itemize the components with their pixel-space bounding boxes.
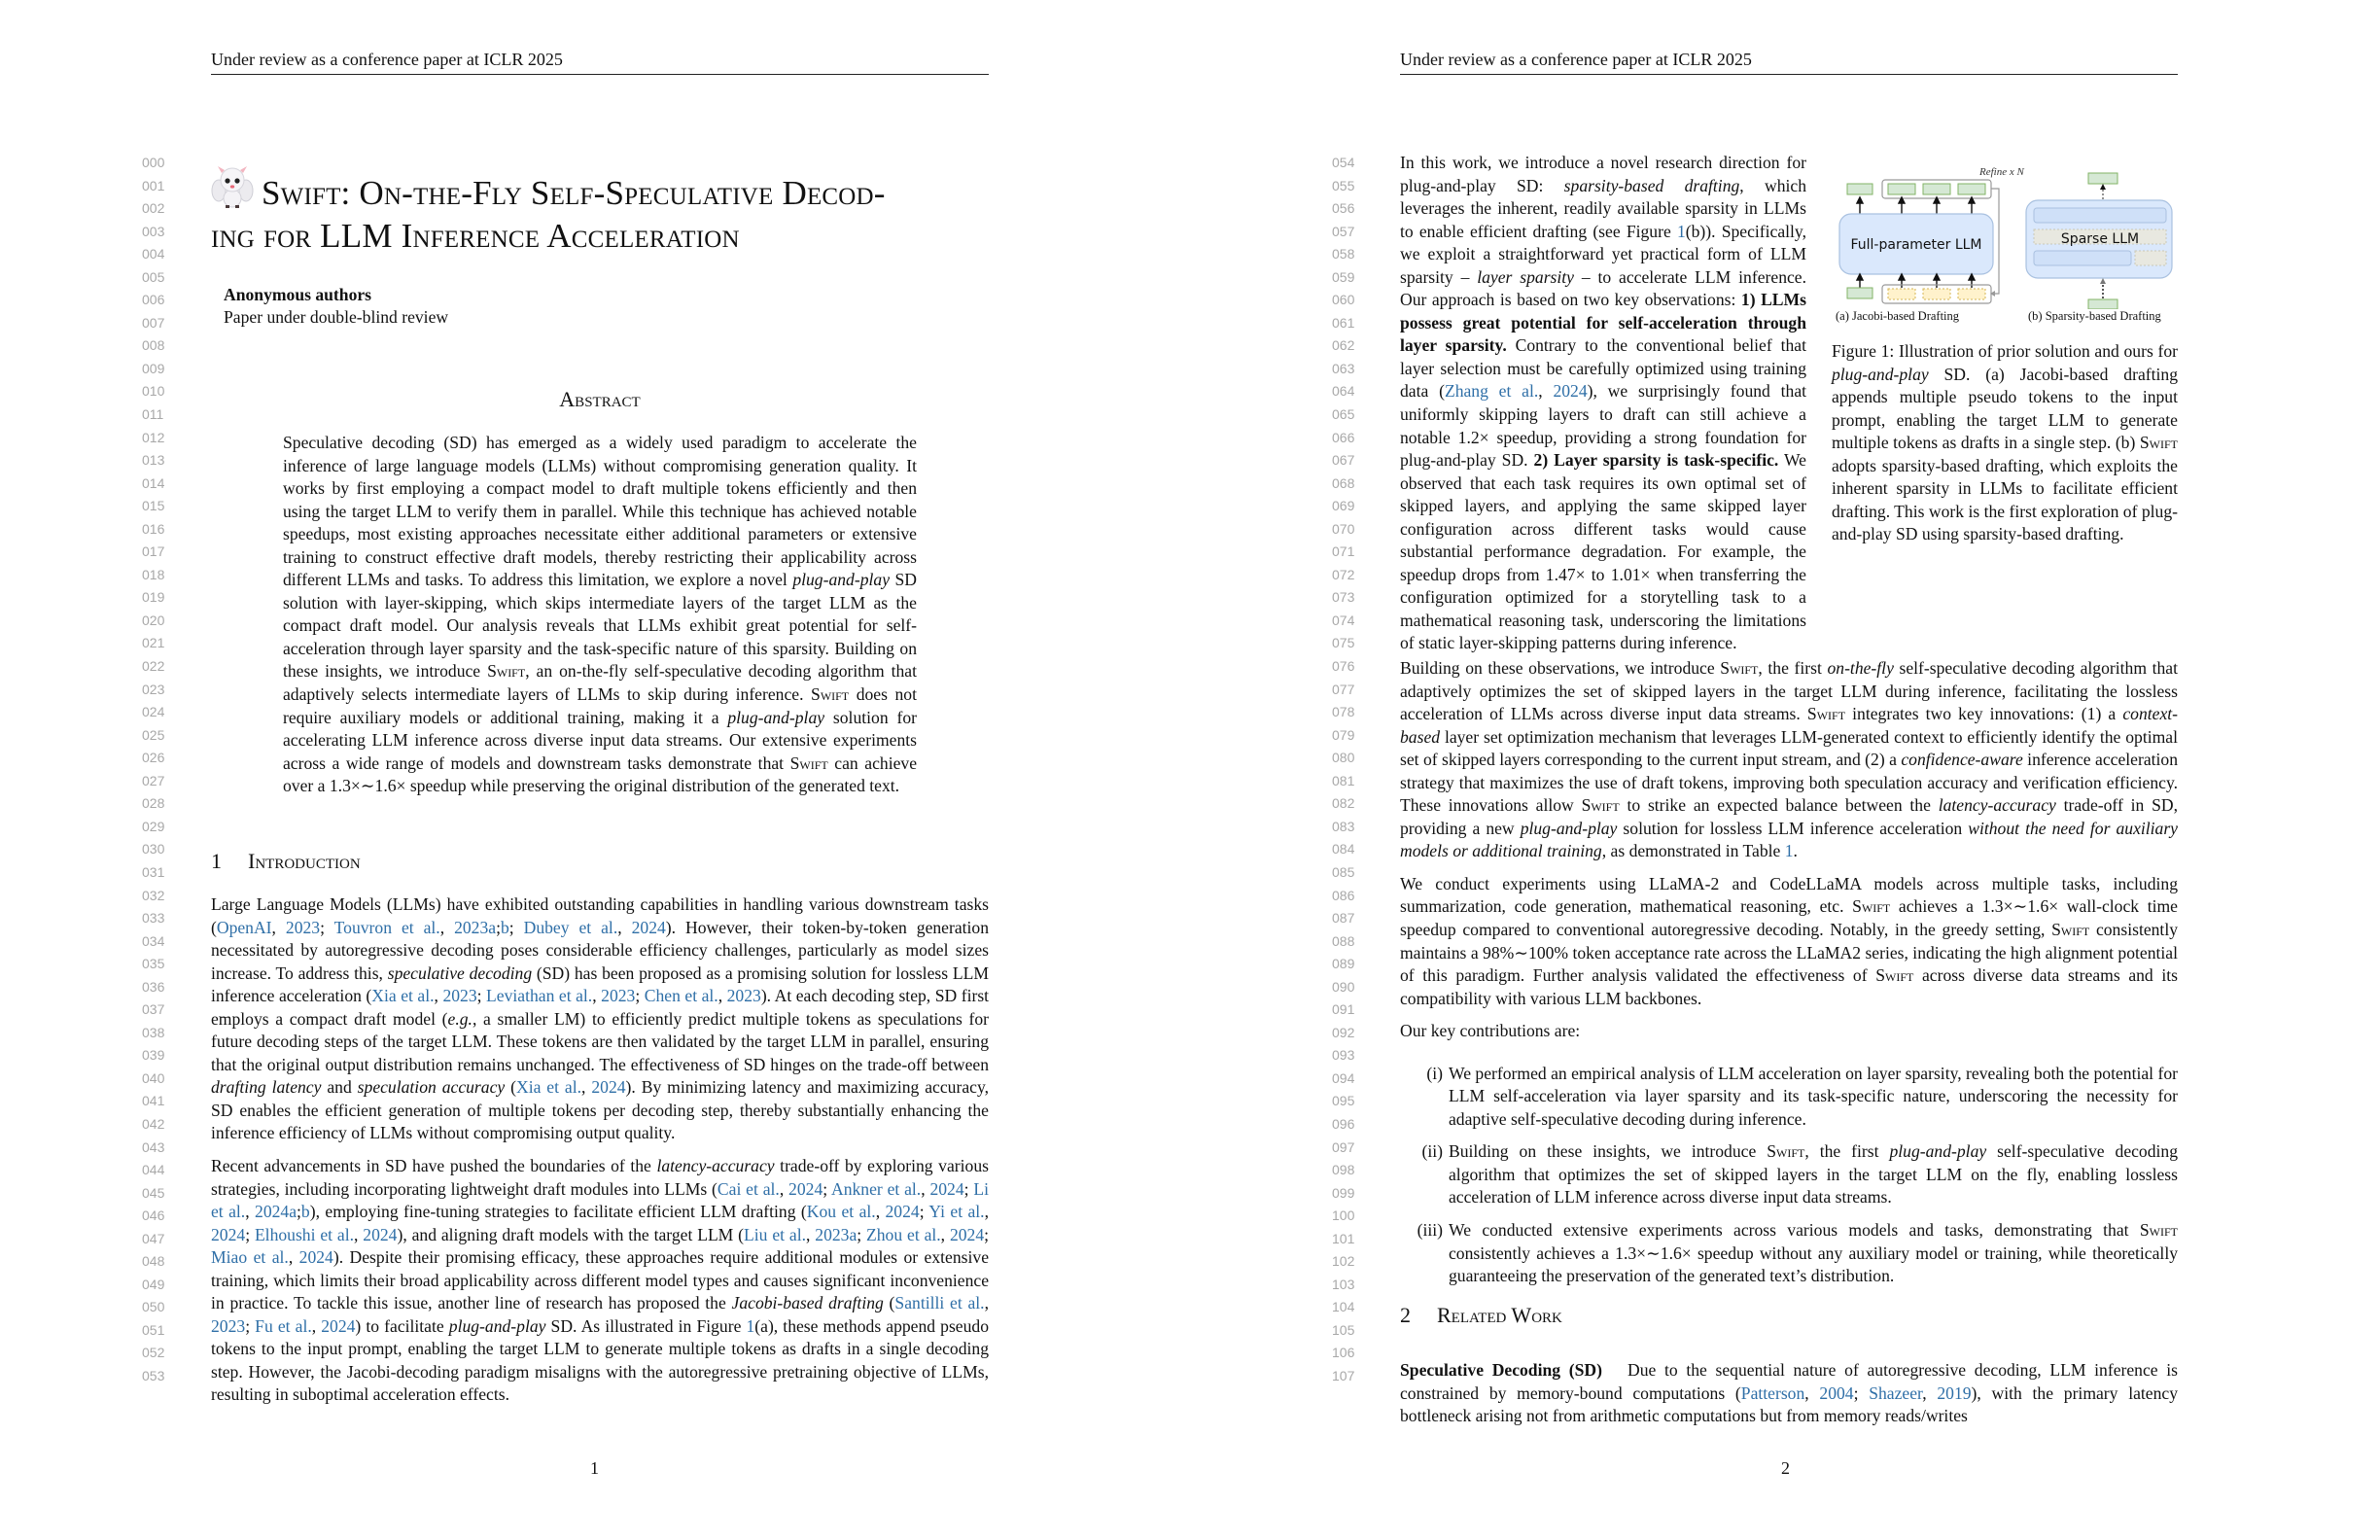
intro-paragraph-1: Large Language Models (LLMs) have exhibited outstanding capabilities in handling various downstream tasks (OpenAI, 2023; Touvron et al., 2023a;b; Dubey et al., 2024). However, their token-by-token generation necessitated by autoregressive decoding poses considerable efficiency challenges, particularly as model sizes increase. To address this, speculative decoding (SD) has been proposed as a promising solution for lossless LLM inference acceleration (Xia et al., 2023; Leviathan et al., 2023; Chen et al., 2023). At each decoding step, SD first employs a compact draft model (e.g., a smaller LM) to efficiently predict multiple tokens as speculations for future decoding steps of the target LLM. These tokens are then validated by the target LLM in parallel, ensuring that the original output distribution remains unchanged. The effectiveness of SD hinges on the trade-off between drafting latency and speculation accuracy (Xia et al., 2024). By minimizing latency and maximizing accuracy, SD enables the efficient generation of multiple tokens per decoding step, thereby substantially enhancing the inference efficiency of LLMs without compromising output quality. xyxy=(211,894,990,1143)
line-number: 091 xyxy=(1332,1001,1355,1018)
runin-heading: Speculative Decoding (SD) xyxy=(1400,1360,1602,1380)
line-number: 046 xyxy=(142,1208,165,1224)
line-number: 039 xyxy=(142,1047,165,1064)
line-number: 071 xyxy=(1332,543,1355,560)
line-number: 007 xyxy=(142,314,165,331)
page-number: 2 xyxy=(1781,1458,1790,1478)
line-number: 050 xyxy=(142,1299,165,1315)
citation-link[interactable]: Leviathan et al. xyxy=(486,986,593,1006)
citation-link[interactable]: Elhoushi et al. xyxy=(254,1224,355,1244)
authors: Anonymous authors xyxy=(224,285,372,304)
contributions-list xyxy=(1400,1063,2178,1288)
line-number: 081 xyxy=(1332,772,1355,788)
citation-link[interactable]: 2024 xyxy=(949,1224,985,1244)
line-number: 090 xyxy=(1332,978,1355,995)
line-number: 029 xyxy=(142,818,165,834)
line-number: 049 xyxy=(142,1276,165,1292)
line-number: 027 xyxy=(142,772,165,788)
page-2 xyxy=(1190,0,2380,1540)
figure-ref-link[interactable]: 1 xyxy=(1676,221,1686,241)
citation-link[interactable]: 2024 xyxy=(929,1178,964,1199)
line-number: 023 xyxy=(142,681,165,697)
citation-link[interactable]: 2024 xyxy=(788,1178,823,1199)
citation-link[interactable]: 2024 xyxy=(591,1077,626,1098)
citation-link[interactable]: 2023 xyxy=(442,986,477,1006)
subfigure-a-caption: (a) Jacobi-based Drafting xyxy=(1836,309,1960,323)
line-number: 062 xyxy=(1332,337,1355,354)
line-number: 002 xyxy=(142,200,165,217)
line-number: 041 xyxy=(142,1093,165,1109)
line-number: 107 xyxy=(1332,1367,1355,1383)
citation-link[interactable]: 2024 xyxy=(631,917,666,937)
citation-link[interactable]: 2024 xyxy=(321,1315,356,1336)
line-number: 096 xyxy=(1332,1115,1355,1132)
contribution-item: (i) We performed an empirical analysis of LLM acceleration on layer sparsity, revealing both the potential for LLM self-acceleration via layer sparsity and its task-specific nature, underscoring the necessity for adaptive self-speculative decoding during inference. xyxy=(1426,1063,2178,1129)
line-number: 040 xyxy=(142,1069,165,1086)
affiliation: Paper under double-blind review xyxy=(224,307,449,327)
citation-link[interactable]: 2023 xyxy=(601,986,636,1006)
line-number: 060 xyxy=(1332,292,1355,308)
line-number: 082 xyxy=(1332,795,1355,812)
line-number: 064 xyxy=(1332,383,1355,400)
line-number: 013 xyxy=(142,452,165,469)
line-number: 009 xyxy=(142,360,165,376)
line-number: 087 xyxy=(1332,910,1355,927)
abstract-heading: Abstract xyxy=(559,387,641,411)
title-line-2: ing for LLM Inference Acceleration xyxy=(211,217,740,255)
line-number: 083 xyxy=(1332,818,1355,834)
citation-link[interactable]: b xyxy=(500,917,509,937)
line-number: 019 xyxy=(142,589,165,606)
abstract-body: Speculative decoding (SD) has emerged as a widely used paradigm to accelerate the inference of large language models (LLMs) without compromising generation quality. It works by first employing a compact model to draft multiple tokens efficiently and then using the target LLM to verify them in parallel. While this technique has achieved notable speedups, most existing approaches necessitate either additional parameters or extensive training to construct effective draft models, thereby restricting their applicability across different LLMs and tasks. To address this limitation, we explore a novel plug-and-play SD solution with layer-skipping, which skips intermediate layers of the target LLM as the compact draft model. Our analysis reveals that LLMs exhibit great potential for self-acceleration through layer sparsity and the task-specific nature of this sparsity. Building on these insights, we introduce Swift, an on-the-fly self-speculative decoding algorithm that adaptively selects intermediate layers of LLMs to skip during inference. Swift does not require auxiliary models or additional training, making it a plug-and-play solution for accelerating LLM inference across diverse input data streams. Our extensive experiments across a wide range of models and downstream tasks demonstrate that Swift can achieve over a 1.3×∼1.6× speedup while preserving the original distribution of the generated text. xyxy=(283,433,918,796)
citation-link[interactable]: 2023a xyxy=(815,1224,858,1244)
line-number: 058 xyxy=(1332,246,1355,262)
line-number: 085 xyxy=(1332,863,1355,880)
citation-link[interactable]: 2024 xyxy=(1553,381,1588,402)
line-number: 086 xyxy=(1332,887,1355,903)
line-number: 069 xyxy=(1332,498,1355,514)
line-number: 004 xyxy=(142,246,165,262)
page2-intro-paragraph: In this work, we introduce a novel research direction for plug-and-play SD: sparsity-based drafting, which leverages the inherent, readily available sparsity in LLMs to enable efficient drafting (see Figure 1(b)). Specifically, we exploit a straightforward yet practical form of LLM sparsity – layer sparsity – to accelerate LLM inference. Our approach is based on two key observations: 1) LLMs possess great potential for self-acceleration through layer sparsity. Contrary to the conventional belief that layer selection must be carefully optimized using training data (Zhang et al., 2024), we surprisingly found that uniformly skipping layers to draft can still achieve a notable 1.2× speedup, providing a strong foundation for plug-and-play SD. 2) Layer sparsity is task-specific. We observed that each task requires its own optimal set of skipped layers, and applying the same skipped layer configuration across different tasks would cause substantial performance degradation. For example, the speedup drops from 1.47× to 1.01× when transferring the configuration optimized for a storytelling task to a mathematical reasoning task, underscoring the limitations of static layer-skipping patterns during inference. xyxy=(1400,153,1807,653)
paragraph-building: Building on these observations, we introduce Swift, the first on-the-fly self-speculative decoding algorithm that adaptively optimizes the set of skipped layers in the target LLM during inference, facilitating the lossless acceleration of LLMs across diverse input data streams. Swift integrates two key innovations: (1) a context-based layer set optimization mechanism that leverages LLM-generated context to efficiently identify the optimal set of skipped layers corresponding to the current input stream, and (2) a confidence-aware inference acceleration strategy that maximizes the use of draft tokens, improving both speculation accuracy and verification efficiency. These innovations allow Swift to strike an expected balance between the latency-accuracy trade-off in SD, providing a new plug-and-play solution for lossless LLM inference acceleration without the need for auxiliary models or additional training, as demonstrated in Table 1. xyxy=(1400,658,2179,861)
line-number: 055 xyxy=(1332,177,1355,193)
figure-1-caption: Figure 1: Illustration of prior solution and ours for plug-and-play SD. (a) Jacobi-based drafting appends multiple pseudo tokens to the input prompt, enabling the target LLM to generate multiple tokens as drafts in a single step. (b) Swift adopts sparsity-based drafting, which exploits the inherent sparsity in LLMs to facilitate efficient drafting. This work is the first exploration of plug-and-play SD using sparsity-based drafting. xyxy=(1832,341,2178,544)
citation-link[interactable]: 2024 xyxy=(211,1224,246,1244)
svg-text:Sparse LLM: Sparse LLM xyxy=(2060,231,2140,247)
line-number: 093 xyxy=(1332,1047,1355,1064)
citation-link[interactable]: 2004 xyxy=(1819,1382,1854,1403)
citation-link[interactable]: Cai et al. xyxy=(717,1178,780,1199)
line-number: 031 xyxy=(142,863,165,880)
line-number: 051 xyxy=(142,1321,165,1338)
citation-link[interactable]: Zhang et al. xyxy=(1444,381,1539,402)
section-heading-introduction: 1 Introduction xyxy=(211,849,361,873)
line-number: 006 xyxy=(142,292,165,308)
line-number: 044 xyxy=(142,1162,165,1178)
winged-lamb-mascot-icon xyxy=(211,161,254,210)
line-number: 095 xyxy=(1332,1093,1355,1109)
figure-1 xyxy=(1834,163,2176,323)
line-number: 000 xyxy=(142,155,165,170)
line-number: 089 xyxy=(1332,956,1355,972)
citation-link[interactable]: 2024 xyxy=(298,1247,333,1268)
line-number: 061 xyxy=(1332,314,1355,331)
citation-link[interactable]: Shazeer xyxy=(1869,1382,1923,1403)
line-number: 030 xyxy=(142,841,165,858)
line-number: 080 xyxy=(1332,750,1355,766)
contributions-intro: Our key contributions are: xyxy=(1400,1021,1581,1041)
line-number: 052 xyxy=(142,1345,165,1361)
line-number: 068 xyxy=(1332,474,1355,491)
citation-link[interactable]: b xyxy=(300,1202,310,1222)
line-number: 105 xyxy=(1332,1321,1355,1338)
citation-link[interactable]: Fu et al. xyxy=(255,1315,312,1336)
running-header: Under review as a conference paper at ICLR 2025 xyxy=(211,49,989,75)
line-number: 047 xyxy=(142,1230,165,1246)
citation-link[interactable]: 2024a xyxy=(255,1202,298,1222)
line-number: 022 xyxy=(142,658,165,675)
line-number: 070 xyxy=(1332,520,1355,537)
page2-body xyxy=(1400,657,2178,1298)
line-number: 065 xyxy=(1332,406,1355,423)
section-heading-related-work: 2 Related Work xyxy=(1400,1303,1562,1327)
citation-link[interactable]: 2023 xyxy=(285,917,321,937)
line-number: 056 xyxy=(1332,200,1355,217)
figure-1-diagram xyxy=(1834,163,2176,309)
line-number: 028 xyxy=(142,795,165,812)
citation-link[interactable]: Ankner et al. xyxy=(830,1178,922,1199)
line-number: 021 xyxy=(142,635,165,651)
line-number: 042 xyxy=(142,1115,165,1132)
citation-link[interactable]: 2024 xyxy=(363,1224,398,1244)
citation-link[interactable]: 2019 xyxy=(1937,1382,1972,1403)
line-number: 057 xyxy=(1332,223,1355,239)
citation-link[interactable]: 2023 xyxy=(211,1315,246,1336)
line-number: 037 xyxy=(142,1001,165,1018)
line-number: 010 xyxy=(142,383,165,400)
line-number: 001 xyxy=(142,177,165,193)
citation-link[interactable]: OpenAI xyxy=(216,917,272,937)
line-number: 079 xyxy=(1332,726,1355,743)
line-number: 054 xyxy=(1332,155,1355,170)
line-number: 043 xyxy=(142,1138,165,1155)
line-number: 026 xyxy=(142,750,165,766)
contribution-item: (ii) Building on these insights, we introduce Swift, the first plug-and-play self-speculative decoding algorithm that optimizes the set of skipped layers in the target LLM on the fly, enabling lossless acceleration of LLM inference across diverse input data streams. xyxy=(1421,1141,2179,1208)
citation-link[interactable]: Miao et al. xyxy=(211,1247,289,1268)
line-number: 012 xyxy=(142,429,165,445)
line-number: 016 xyxy=(142,520,165,537)
introduction-body xyxy=(211,893,989,1417)
related-work-body: Speculative Decoding (SD) Due to the sequential nature of autoregressive decoding, LLM inference is constrained by memory-bound computations (Patterson, 2004; Shazeer, 2019), with the primary latency bottleneck arising not from arithmetic computations but from memory reads/writes xyxy=(1400,1360,2183,1426)
author-block xyxy=(224,284,448,329)
svg-text:Refine x N: Refine x N xyxy=(1979,166,2024,178)
line-number: 088 xyxy=(1332,932,1355,949)
contribution-item: (iii) We conducted extensive experiments across various models and tasks, demonstrating that Swift consistently achieves a 1.3×∼1.6× speedup without any auxiliary model or training, while theoretically guaranteeing the preservation of the generated text’s distribution. xyxy=(1417,1220,2178,1286)
citation-link[interactable]: Santilli et al. xyxy=(894,1293,985,1313)
citation-link[interactable]: Touvron et al. xyxy=(333,917,440,937)
line-number: 048 xyxy=(142,1253,165,1270)
line-number: 104 xyxy=(1332,1299,1355,1315)
line-number: 053 xyxy=(142,1367,165,1383)
running-header: Under review as a conference paper at ICLR 2025 xyxy=(1400,49,2178,75)
line-number: 059 xyxy=(1332,268,1355,285)
citation-link[interactable]: Xia et al. xyxy=(371,986,435,1006)
line-number: 102 xyxy=(1332,1253,1355,1270)
citation-link[interactable]: Yi et al. xyxy=(928,1202,985,1222)
paragraph-experiments: We conduct experiments using LLaMA-2 and CodeLLaMA models across multiple tasks, including summarization, code generation, mathematical reasoning, etc. Swift achieves a 1.3×∼1.6× wall-clock time speedup compared to conventional autoregressive decoding. Notably, in the greedy setting, Swift consistently maintains a 98%∼100% token acceptance rate across the LLaMA2 series, indicating the high alignment potential of this paradigm. Further analysis validated the effectiveness of Swift across diverse data streams and its compatibility with various LLM backbones. xyxy=(1400,873,2179,1008)
swift-name: Swift xyxy=(487,661,526,682)
line-number: 036 xyxy=(142,978,165,995)
line-number: 015 xyxy=(142,498,165,514)
line-number: 045 xyxy=(142,1184,165,1201)
citation-link[interactable]: Liu et al. xyxy=(744,1224,806,1244)
line-number: 063 xyxy=(1332,360,1355,376)
citation-link[interactable]: Li et al. xyxy=(211,1178,989,1222)
citation-link[interactable]: Kou et al. xyxy=(806,1202,876,1222)
svg-text:Full-parameter LLM: Full-parameter LLM xyxy=(1850,237,1982,253)
line-number: 078 xyxy=(1332,704,1355,720)
citation-link[interactable]: Chen et al. xyxy=(644,986,718,1006)
line-number: 101 xyxy=(1332,1230,1355,1246)
paper-title xyxy=(211,161,998,258)
figure-ref-link[interactable]: 1 xyxy=(746,1315,755,1336)
line-number: 008 xyxy=(142,337,165,354)
line-number: 092 xyxy=(1332,1024,1355,1040)
line-number: 014 xyxy=(142,474,165,491)
citation-link[interactable]: Dubey et al. xyxy=(523,917,618,937)
citation-link[interactable]: Xia et al. xyxy=(515,1077,582,1098)
citation-link[interactable]: Patterson xyxy=(1740,1382,1805,1403)
line-number: 075 xyxy=(1332,635,1355,651)
intro-paragraph-2: Recent advancements in SD have pushed the boundaries of the latency-accuracy trade-off by exploring various strategies, including incorporating lightweight draft modules into LLMs (Cai et al., 2024; Ankner et al., 2024; Li et al., 2024a;b), employing fine-tuning strategies to facilitate efficient LLM drafting (Kou et al., 2024; Yi et al., 2024; Elhoushi et al., 2024), and aligning draft models with the target LLM (Liu et al., 2023a; Zhou et al., 2024; Miao et al., 2024). Despite their promising efficacy, these approaches require additional modules or extensive training, which limits their broad applicability across different model types and causes significant inconvenience in practice. To tackle this issue, another line of research has proposed the Jacobi-based drafting (Santilli et al., 2023; Fu et al., 2024) to facilitate plug-and-play SD. As illustrated in Figure 1(a), these methods append pseudo tokens to the input prompt, enabling the target LLM to generate multiple tokens as drafts in a single decoding step. However, the Jacobi-decoding paradigm misaligns with the autoregressive pretraining objective of LLMs, resulting in suboptimal acceleration effects. xyxy=(211,1156,990,1405)
title-line-1: Swift: On-the-Fly Self-Speculative Decod- xyxy=(262,174,886,212)
line-number: 035 xyxy=(142,956,165,972)
line-number: 076 xyxy=(1332,658,1355,675)
line-number: 084 xyxy=(1332,841,1355,858)
line-number: 034 xyxy=(142,932,165,949)
citation-link[interactable]: 2023 xyxy=(726,986,761,1006)
line-number: 003 xyxy=(142,223,165,239)
citation-link[interactable]: Zhou et al. xyxy=(866,1224,941,1244)
line-number: 020 xyxy=(142,612,165,628)
line-number: 017 xyxy=(142,543,165,560)
line-number: 099 xyxy=(1332,1184,1355,1201)
subfigure-b-caption: (b) Sparsity-based Drafting xyxy=(2028,309,2161,323)
line-number: 074 xyxy=(1332,612,1355,628)
line-number: 033 xyxy=(142,910,165,927)
line-number: 077 xyxy=(1332,681,1355,697)
line-number: 025 xyxy=(142,726,165,743)
line-number: 038 xyxy=(142,1024,165,1040)
line-number: 094 xyxy=(1332,1069,1355,1086)
line-number: 067 xyxy=(1332,452,1355,469)
line-number: 072 xyxy=(1332,566,1355,582)
citation-link[interactable]: 2023a xyxy=(454,917,497,937)
line-number: 066 xyxy=(1332,429,1355,445)
line-numbers xyxy=(1332,152,1354,1388)
line-number: 100 xyxy=(1332,1208,1355,1224)
citation-link[interactable]: 2024 xyxy=(885,1202,920,1222)
line-number: 073 xyxy=(1332,589,1355,606)
line-number: 106 xyxy=(1332,1345,1355,1361)
line-number: 018 xyxy=(142,566,165,582)
line-numbers xyxy=(142,152,164,1388)
line-number: 103 xyxy=(1332,1276,1355,1292)
line-number: 032 xyxy=(142,887,165,903)
line-number: 005 xyxy=(142,268,165,285)
line-number: 098 xyxy=(1332,1162,1355,1178)
line-number: 024 xyxy=(142,704,165,720)
page-number: 1 xyxy=(590,1458,599,1478)
line-number: 011 xyxy=(142,406,164,423)
line-number: 097 xyxy=(1332,1138,1355,1155)
table-ref-link[interactable]: 1 xyxy=(1784,841,1794,861)
